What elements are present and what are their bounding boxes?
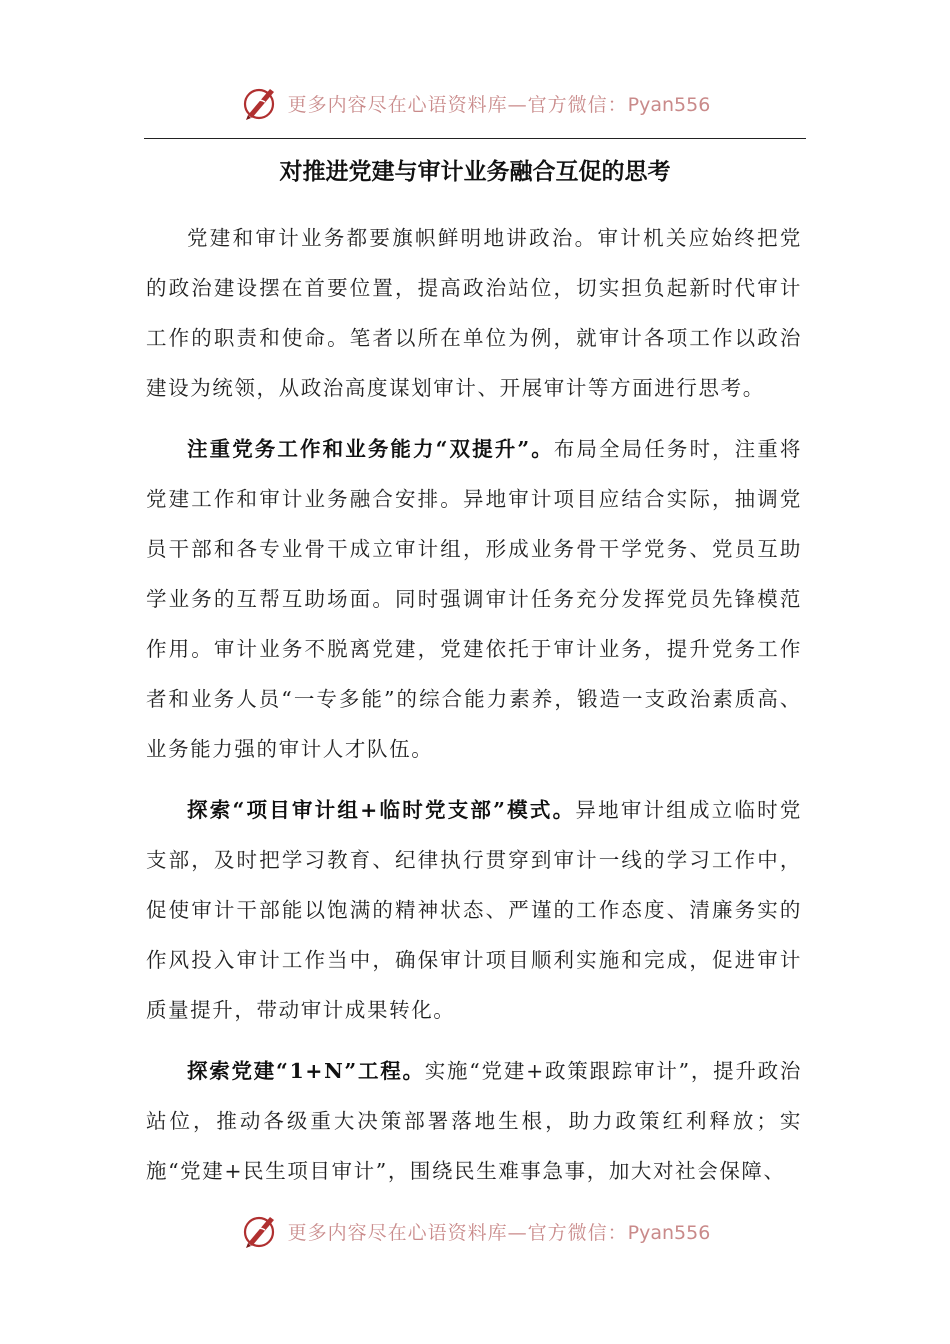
watermark-text: 更多内容尽在心语资料库—官方微信：Pyan556: [287, 93, 711, 116]
document-title: 对推进党建与审计业务融合互促的思考: [279, 158, 671, 185]
paragraph-3: [146, 785, 802, 1035]
paragraph-lead: 注重党务工作和业务能力“双提升”。: [187, 437, 554, 461]
pen-logo-icon: [240, 83, 280, 123]
document-body: [146, 213, 802, 1207]
watermark-wechat-id: Pyan556: [627, 1221, 711, 1244]
paragraph-text: 异地审计组成立临时党支部，及时把学习教育、纪律执行贯穿到审计一线的学习工作中，促使审计干部能以饱满的精神状态、严谨的工作态度、清廉务实的作风投入审计工作当中，确保审计项目顺利实施和完成，促进审计质量提升，带动审计成果转化。: [146, 798, 803, 1022]
footer-watermark: [0, 1206, 950, 1256]
paragraph-4: [146, 1046, 802, 1196]
paragraph-lead: 探索“项目审计组+临时党支部”模式。: [187, 798, 576, 822]
paragraph-lead: 探索党建“1+N”工程。: [187, 1059, 425, 1083]
paragraph-text: 实施“党建+政策跟踪审计”，提升政治站位，推动各级重大决策部署落地生根，助力政策红利释放；实施“党建+民生项目审计”，围绕民生难事急事，加大对社会保障、: [146, 1059, 803, 1183]
paragraph-text: 党建和审计业务都要旗帜鲜明地讲政治。审计机关应始终把党的政治建设摆在首要位置，提高政治站位，切实担负起新时代审计工作的职责和使命。笔者以所在单位为例，就审计各项工作以政治建设为统领，从政治高度谋划审计、开展审计等方面进行思考。: [146, 226, 802, 400]
header-watermark: [0, 78, 950, 128]
paragraph-2: [146, 424, 802, 774]
paragraph-text: 布局全局任务时，注重将党建工作和审计业务融合安排。异地审计项目应结合实际，抽调党员干部和各专业骨干成立审计组，形成业务骨干学党务、党员互助学业务的互帮互助场面。同时强调审计任务充分发挥党员先锋模范作用。审计业务不脱离党建，党建依托于审计业务，提升党务工作者和业务人员“一专多能”的综合能力素养，锻造一支政治素质高、业务能力强的审计人才队伍。: [146, 437, 802, 761]
pen-logo-icon: [240, 1211, 280, 1251]
watermark-text: 更多内容尽在心语资料库—官方微信：Pyan556: [287, 1221, 711, 1244]
paragraph-1: [146, 213, 802, 413]
watermark-wechat-id: Pyan556: [627, 93, 711, 116]
header-divider: [144, 138, 806, 139]
